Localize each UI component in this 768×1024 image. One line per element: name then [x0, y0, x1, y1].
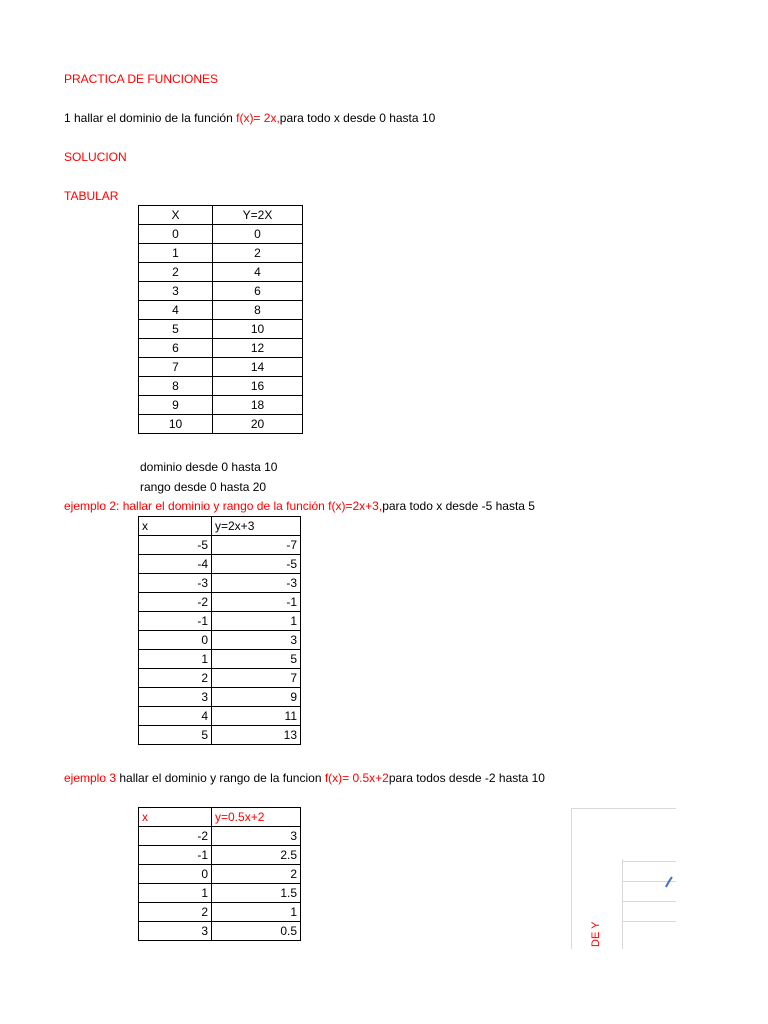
cell-x: -2	[139, 827, 212, 846]
cell-x: 9	[139, 396, 213, 415]
cell-x: 1	[139, 244, 213, 263]
table-row	[139, 650, 301, 669]
cell-y: 4	[213, 263, 303, 282]
cell-y: 13	[212, 726, 301, 745]
cell-y: 18	[213, 396, 303, 415]
cell-y: 0.5	[212, 922, 301, 941]
exercise-3-middle: hallar el dominio y rango de la funcion	[116, 771, 325, 785]
table-1	[138, 205, 303, 434]
table-row	[139, 631, 301, 650]
cell-x: 4	[139, 707, 212, 726]
cell-y: 2.5	[212, 846, 301, 865]
exercise-2-prefix: ejemplo 2: hallar el dominio y rango de la función f(x)=2x+3,	[64, 499, 383, 513]
cell-y: 2	[212, 865, 301, 884]
table-row	[139, 593, 301, 612]
cell-y: 8	[213, 301, 303, 320]
table-row	[139, 865, 301, 884]
cell-y: 9	[212, 688, 301, 707]
cell-y: 16	[213, 377, 303, 396]
cell-x: 7	[139, 358, 213, 377]
chart-gridline	[622, 921, 676, 922]
chart-gridline	[622, 861, 676, 862]
table-row	[139, 884, 301, 903]
domain-result-1: dominio desde 0 hasta 10	[140, 460, 278, 474]
table-2	[138, 516, 301, 745]
table-row	[139, 726, 301, 745]
table-row	[139, 536, 301, 555]
exercise-1-function: f(x)= 2x,	[236, 111, 280, 125]
cell-x: -1	[139, 612, 212, 631]
table-row	[139, 225, 303, 244]
table-row	[139, 301, 303, 320]
cell-y: -1	[212, 593, 301, 612]
table-row	[139, 263, 303, 282]
table-header-row	[139, 517, 301, 536]
cell-y: 1	[212, 903, 301, 922]
tabular-heading: TABULAR	[64, 189, 119, 203]
page-heading: PRACTICA DE FUNCIONES	[64, 72, 219, 86]
exercise-3-suffix: para todos desde -2 hasta 10	[388, 771, 545, 785]
table-header-row	[139, 206, 303, 225]
cell-x: -1	[139, 846, 212, 865]
cell-x: 5	[139, 726, 212, 745]
cell-x: 0	[139, 865, 212, 884]
cell-x: 10	[139, 415, 213, 434]
table-row	[139, 377, 303, 396]
table-row	[139, 339, 303, 358]
cell-y: 11	[212, 707, 301, 726]
cell-x: 2	[139, 903, 212, 922]
header-y: y=2x+3	[212, 517, 301, 536]
table-row	[139, 922, 301, 941]
cell-y: 2	[213, 244, 303, 263]
cell-y: 7	[212, 669, 301, 688]
table-row	[139, 244, 303, 263]
cell-x: 3	[139, 922, 212, 941]
cell-y: 6	[213, 282, 303, 301]
exercise-2-suffix: para todo x desde -5 hasta 5	[382, 499, 535, 513]
cell-x: 0	[139, 631, 212, 650]
exercise-1-statement	[64, 111, 435, 125]
chart-gridline	[622, 901, 676, 902]
exercise-3-statement	[64, 771, 545, 785]
table-row	[139, 669, 301, 688]
cell-x: 1	[139, 650, 212, 669]
table-row	[139, 320, 303, 339]
table-row	[139, 358, 303, 377]
cell-x: 8	[139, 377, 213, 396]
cell-x: 3	[139, 282, 213, 301]
cell-x: -5	[139, 536, 212, 555]
table-row	[139, 688, 301, 707]
table-row	[139, 827, 301, 846]
header-x: x	[139, 517, 212, 536]
exercise-1-suffix: para todo x desde 0 hasta 10	[279, 111, 436, 125]
table-3	[138, 807, 301, 941]
cell-y: 3	[212, 631, 301, 650]
table-row	[139, 707, 301, 726]
cell-x: 3	[139, 688, 212, 707]
cell-y: -3	[212, 574, 301, 593]
cell-y: 20	[213, 415, 303, 434]
chart-fragment	[571, 808, 676, 949]
header-y: Y=2X	[213, 206, 303, 225]
table-row	[139, 282, 303, 301]
cell-y: 10	[213, 320, 303, 339]
exercise-3-function: f(x)= 0.5x+2	[324, 771, 389, 785]
table-row	[139, 612, 301, 631]
cell-y: 5	[212, 650, 301, 669]
cell-x: 1	[139, 884, 212, 903]
cell-x: 4	[139, 301, 213, 320]
cell-x: -3	[139, 574, 212, 593]
cell-y: 1.5	[212, 884, 301, 903]
table-row	[139, 555, 301, 574]
range-result-1: rango desde 0 hasta 20	[140, 480, 267, 494]
cell-x: 0	[139, 225, 213, 244]
table-row	[139, 396, 303, 415]
cell-y: 0	[213, 225, 303, 244]
exercise-1-prefix: 1 hallar el dominio de la función	[64, 111, 237, 125]
header-x: X	[139, 206, 213, 225]
chart-y-axis-line	[622, 859, 623, 949]
table-row	[139, 574, 301, 593]
cell-x: -2	[139, 593, 212, 612]
cell-x: 6	[139, 339, 213, 358]
cell-y: 14	[213, 358, 303, 377]
header-y: y=0.5x+2	[212, 808, 301, 827]
cell-y: 1	[212, 612, 301, 631]
exercise-3-prefix: ejemplo 3	[64, 771, 117, 785]
table-row	[139, 903, 301, 922]
exercise-2-statement	[64, 499, 535, 513]
cell-x: 2	[139, 669, 212, 688]
chart-y-axis-label: DE Y	[590, 921, 602, 947]
cell-x: 2	[139, 263, 213, 282]
chart-series-line	[664, 875, 676, 889]
solution-heading: SOLUCION	[64, 150, 127, 164]
cell-y: -7	[212, 536, 301, 555]
cell-y: -5	[212, 555, 301, 574]
cell-y: 3	[212, 827, 301, 846]
cell-x: -4	[139, 555, 212, 574]
table-row	[139, 846, 301, 865]
table-row	[139, 415, 303, 434]
cell-x: 5	[139, 320, 213, 339]
table-header-row	[139, 808, 301, 827]
cell-y: 12	[213, 339, 303, 358]
header-x: x	[139, 808, 212, 827]
